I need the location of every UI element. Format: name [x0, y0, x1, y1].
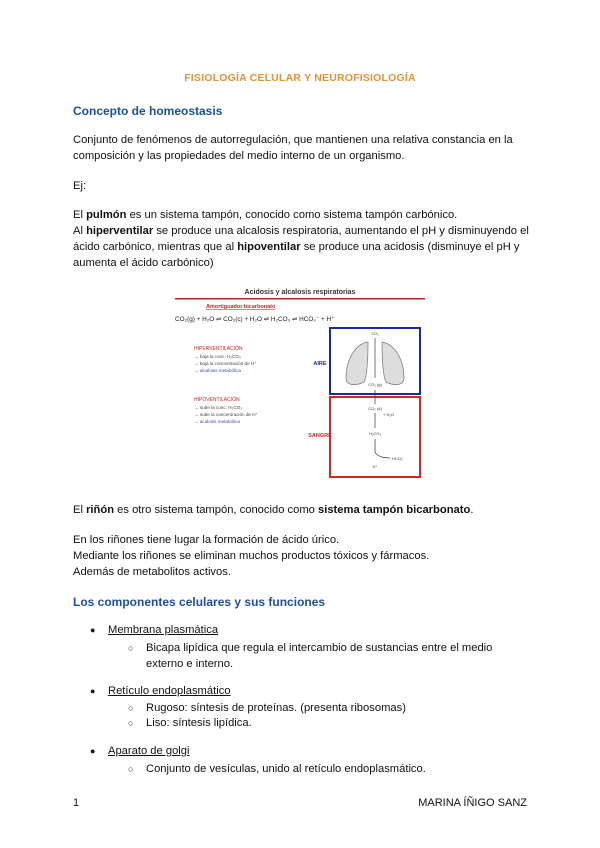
sub-list-item-text: Conjunto de vesículas, unido al retículo endoplasmático. — [146, 763, 426, 775]
heading-componentes: Los componentes celulares y sus funciones — [73, 595, 326, 609]
text: se produce una alcalosis respiratoria, aumentando el pH y disminuyendo el — [153, 225, 529, 237]
sub-bullet-icon: ○ — [128, 718, 134, 728]
figure-title: Acidosis y alcalosis respiratorias — [244, 289, 356, 296]
hiper-line-3: → alcalosis metabólica — [194, 368, 241, 373]
text: es otro sistema tampón, conocido como — [114, 504, 318, 516]
hipo-line-1: → sube la conc. H₂CO₃ — [194, 405, 243, 410]
text: ácido carbónico, mientras que al — [73, 241, 238, 253]
text: El — [73, 504, 87, 516]
figure-rule — [175, 298, 425, 300]
sub-bullet-icon: ○ — [128, 703, 134, 713]
aire-label: AIRE — [313, 361, 327, 367]
figure-equation: CO₂(g) + H₂O ⇌ CO₂(c) + H₂O ⇌ H₂CO₃ ⇌ HCO₃⁻ + H⁺ — [175, 316, 335, 323]
right-lung-icon — [382, 342, 404, 385]
paragraph-rinon — [73, 502, 533, 518]
author-name: MARINA ÍÑIGO SANZ — [418, 797, 527, 809]
text: . — [470, 504, 474, 516]
hiper-line-2: → baja la concentración de H⁺ — [194, 361, 257, 366]
text: es un sistema tampón, conocido como sistema tampón carbónico. — [126, 209, 458, 221]
definition-line-2: composición y las propiedades del medio interno de un organismo. — [73, 150, 405, 162]
bullet-icon: ● — [90, 746, 96, 756]
bullet-icon: ● — [90, 686, 96, 696]
definition-line-1: Conjunto de fenómenos de autorregulación, que mantienen una relativa constancia en la — [73, 134, 513, 146]
text: Al — [73, 225, 87, 237]
list-item-label: Membrana plasmática — [108, 624, 219, 636]
sub-list-item — [128, 700, 528, 716]
term-sistema-bicarbonato: sistema tampón bicarbonato — [318, 504, 471, 516]
sub-bullet-icon: ○ — [128, 643, 134, 653]
figure-subtitle: Amortiguador bicarbonato — [206, 304, 276, 310]
page-number: 1 — [73, 797, 80, 809]
term-hiperventilar: hiperventilar — [86, 225, 154, 237]
list-item-label: Aparato de golgi — [108, 745, 190, 757]
term-hipoventilar: hipoventilar — [237, 241, 301, 253]
sub-list-item — [128, 761, 528, 777]
term-rinon: riñón — [86, 504, 115, 516]
hipo-label: HIPOVENTILACIÓN — [194, 397, 240, 403]
h2o-label: + H₂O — [383, 412, 394, 417]
co2d-label: CO₂ (d) — [368, 406, 382, 411]
co2g-label: CO₂ (g) — [368, 382, 382, 387]
hco3-label: HCO₃⁻ — [392, 456, 405, 461]
sub-list-item-text: Bicapa lipídica que regula el intercambio de sustancias entre el medio externo e interno. — [146, 642, 493, 670]
list-item — [90, 745, 189, 757]
bullet-icon: ● — [90, 625, 96, 635]
sub-list-item — [128, 640, 518, 672]
text: El — [73, 209, 87, 221]
document-title: FISIOLOGÍA CELULAR Y NEUROFISIOLOGÍA — [184, 72, 416, 84]
sub-list-item-text: Liso: síntesis lipídica. — [146, 717, 252, 729]
term-pulmon: pulmón — [86, 209, 127, 221]
list-item-label: Retículo endoplasmático — [108, 685, 231, 697]
paragraph-rinones — [73, 532, 533, 580]
heading-homeostasis: Concepto de homeostasis — [73, 104, 223, 118]
left-lung-icon — [346, 342, 368, 385]
hiper-line-1: → baja la conc. H₂CO₃ — [194, 354, 241, 359]
sangre-label: SANGRE — [308, 433, 332, 439]
h2co3-label: H₂CO₃ — [368, 431, 382, 436]
rinon-line-2: Mediante los riñones se eliminan muchos productos tóxicos y fármacos. — [73, 550, 430, 562]
arrow-to-hco3 — [375, 439, 390, 458]
paragraph-pulmon — [73, 207, 533, 271]
hiper-label: HIPERVENTILACIÓN — [194, 346, 243, 352]
co2-label: CO₂ — [371, 331, 379, 336]
figure-acidosis-alcalosis — [170, 282, 430, 479]
rinon-line-1: En los riñones tiene lugar la formación de ácido úrico. — [73, 534, 340, 546]
hipo-line-2: → sube la concentración de H⁺ — [194, 412, 258, 417]
paragraph-definition — [73, 132, 533, 164]
text: se produce una acidosis (disminuye el pH y — [300, 241, 520, 253]
list-item — [90, 685, 231, 697]
sub-bullet-icon: ○ — [128, 764, 134, 774]
hipo-line-3: → acidosis metabólica — [194, 419, 240, 424]
sub-list-item-text: Rugoso: síntesis de proteínas. (presenta ribosomas) — [146, 702, 406, 714]
list-item — [90, 624, 218, 636]
example-label: Ej: — [73, 180, 87, 192]
hplus-label: H⁺ — [372, 464, 378, 469]
sub-list-item — [128, 715, 528, 731]
text: aumenta el ácido carbónico) — [73, 257, 214, 269]
rinon-line-3: Además de metabolitos activos. — [73, 566, 231, 578]
